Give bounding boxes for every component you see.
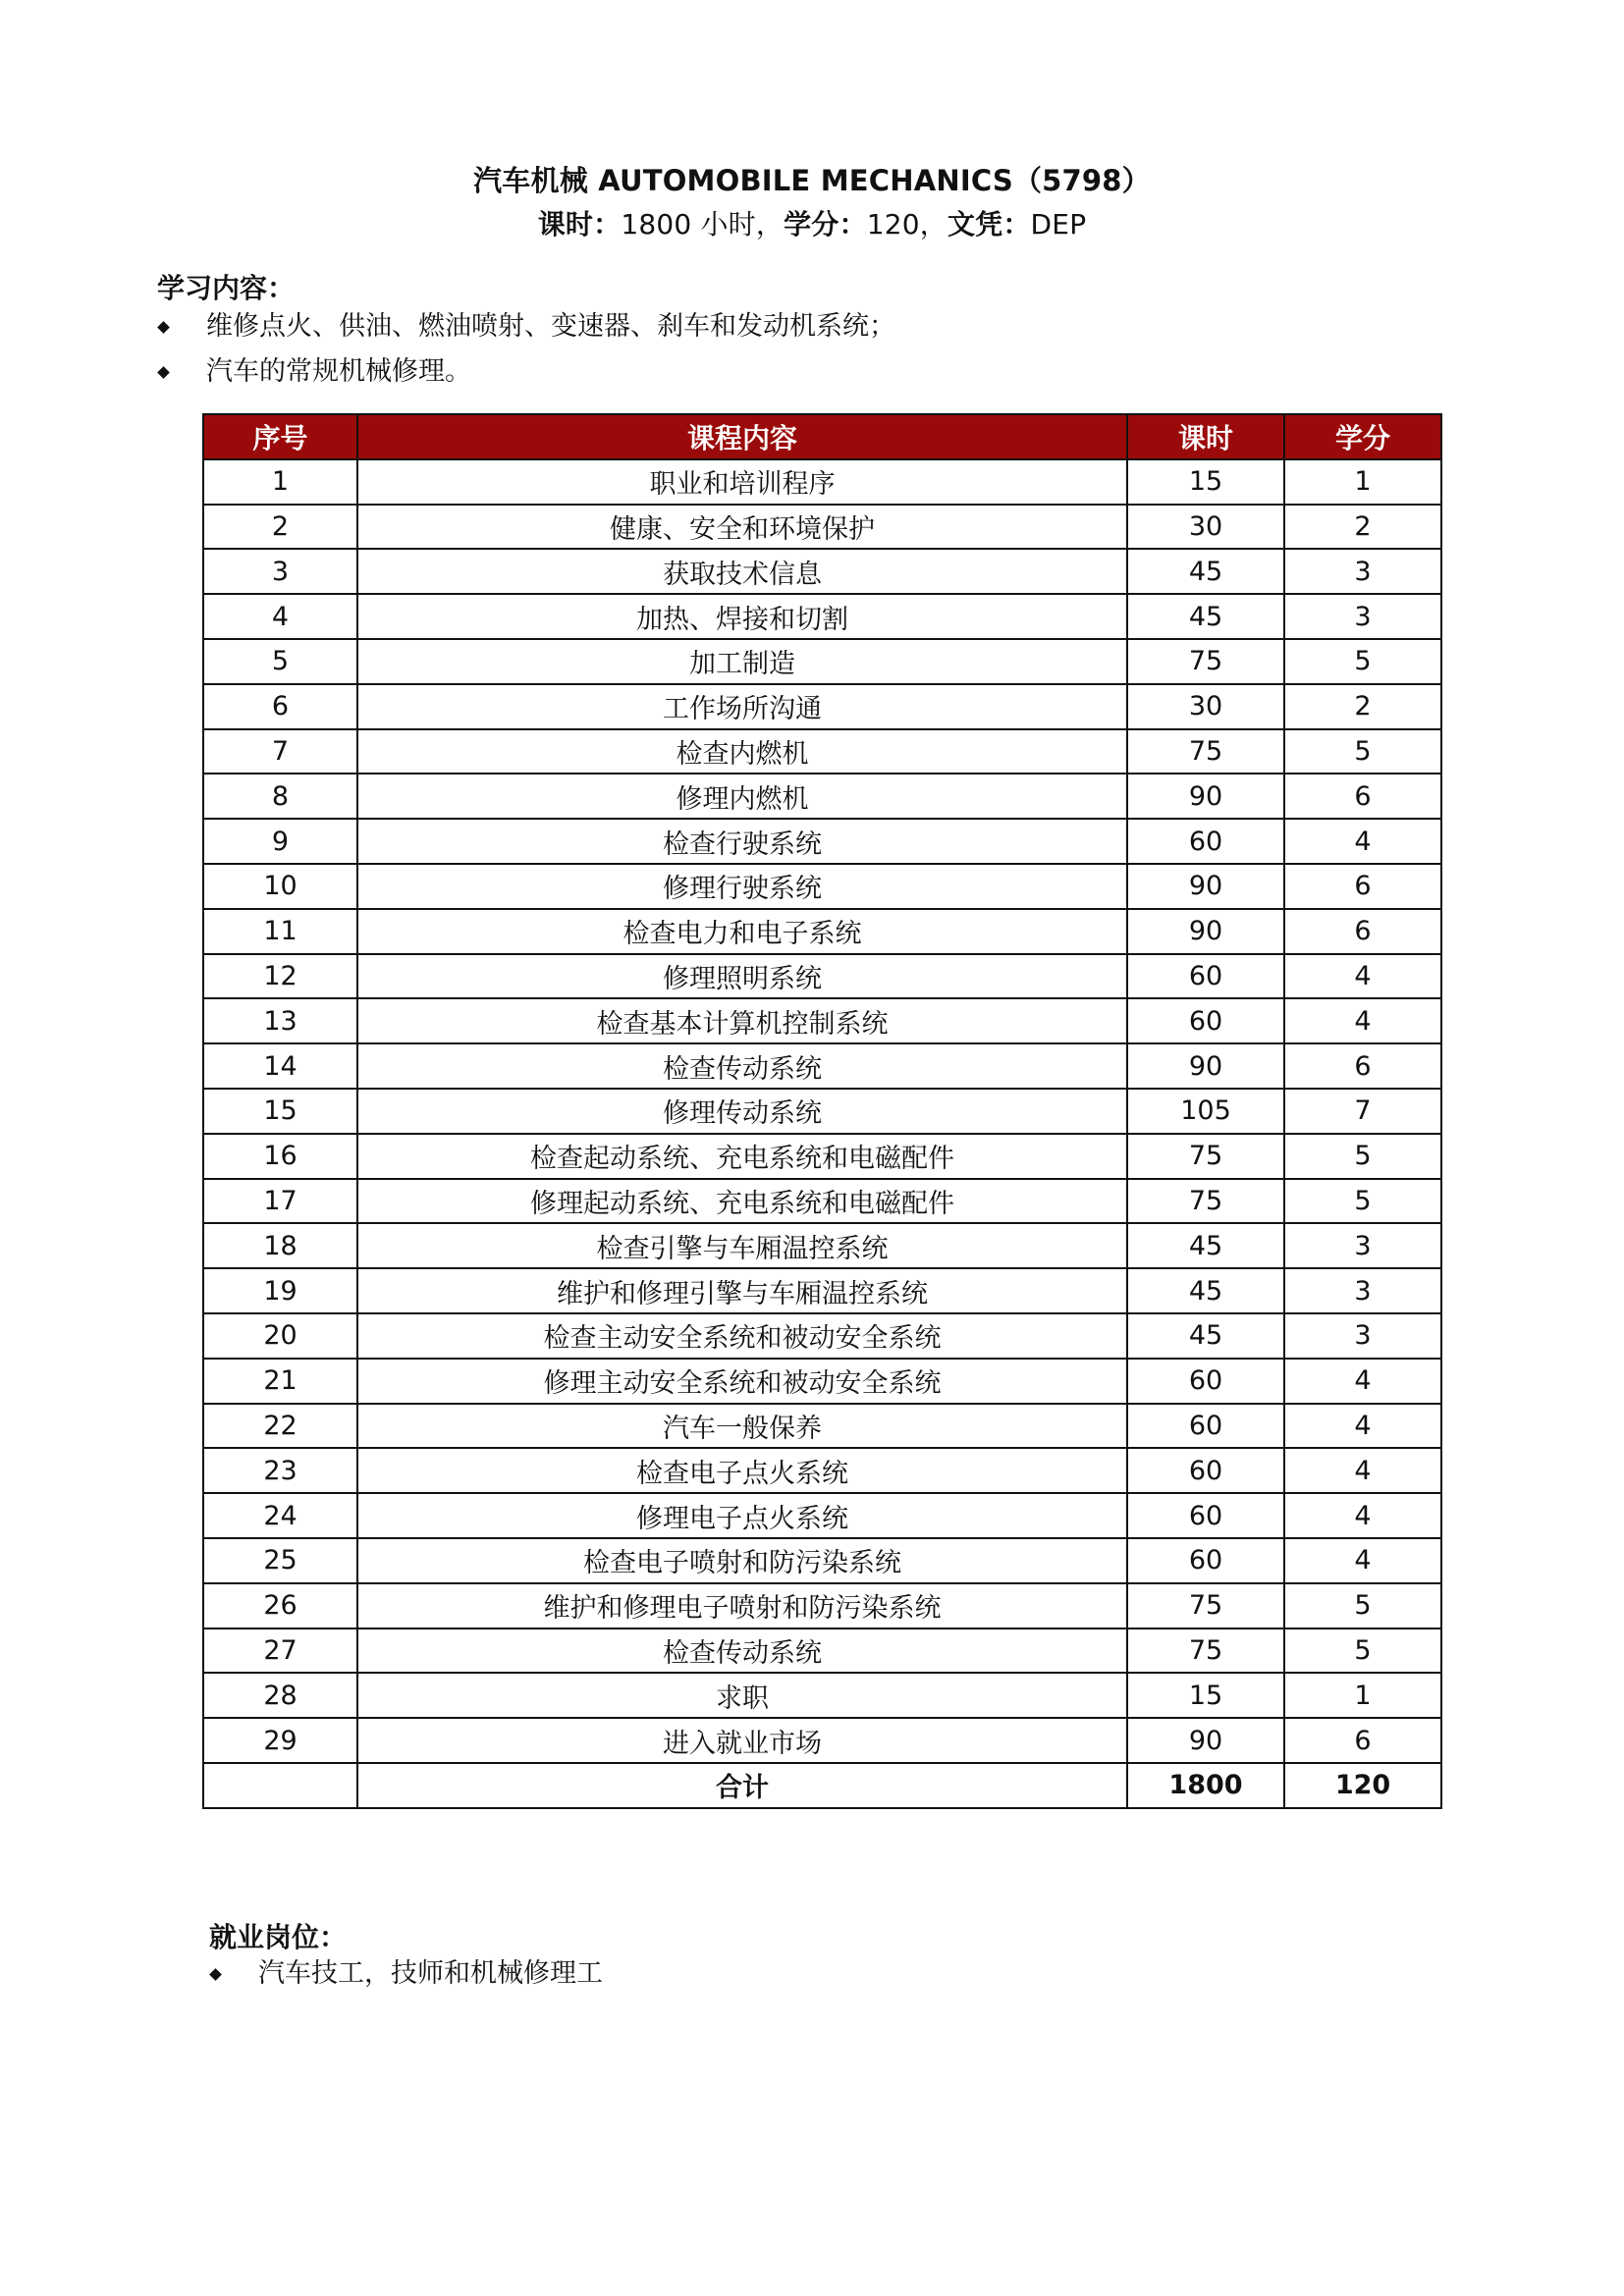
cell-hours: 75 [1127, 1179, 1284, 1224]
cell-course-content: 检查起动系统、充电系统和电磁配件 [357, 1134, 1127, 1179]
cell-course-content: 修理主动安全系统和被动安全系统 [357, 1359, 1127, 1404]
table-row [203, 684, 1441, 729]
header-credits: 学分 [1284, 414, 1441, 459]
cell-credits: 3 [1284, 1313, 1441, 1359]
cell-hours: 45 [1127, 549, 1284, 594]
header-hours: 课时 [1127, 414, 1284, 459]
cell-credits: 1 [1284, 1673, 1441, 1718]
table-row [203, 1493, 1441, 1538]
table-row [203, 774, 1441, 819]
cell-course-content: 检查引擎与车厢温控系统 [357, 1223, 1127, 1268]
cell-course-content: 检查行驶系统 [357, 819, 1127, 864]
learning-item [157, 304, 895, 349]
cell-course-content: 检查电子喷射和防污染系统 [357, 1538, 1127, 1583]
cell-credits: 5 [1284, 1583, 1441, 1629]
cell-index: 7 [203, 729, 357, 774]
cell-index: 25 [203, 1538, 357, 1583]
bullet-diamond-icon [157, 366, 170, 379]
cell-index: 26 [203, 1583, 357, 1629]
table-row [203, 954, 1441, 999]
cell-credits: 6 [1284, 774, 1441, 819]
cell-course-content: 职业和培训程序 [357, 459, 1127, 505]
cell-credits: 6 [1284, 864, 1441, 909]
cell-credits: 6 [1284, 1718, 1441, 1763]
cell-hours: 60 [1127, 1493, 1284, 1538]
learning-item [157, 349, 895, 395]
cell-hours: 75 [1127, 1134, 1284, 1179]
header-course-content: 课程内容 [357, 414, 1127, 459]
cell-index: 3 [203, 549, 357, 594]
table-row [203, 1179, 1441, 1224]
cell-course-content: 检查传动系统 [357, 1043, 1127, 1089]
cell-course-content: 获取技术信息 [357, 549, 1127, 594]
table-body [203, 459, 1441, 1808]
cell-hours: 60 [1127, 1404, 1284, 1449]
table-row [203, 1268, 1441, 1313]
cell-hours: 60 [1127, 954, 1284, 999]
table-row [203, 1359, 1441, 1404]
cell-course-content: 检查内燃机 [357, 729, 1127, 774]
cell-hours: 90 [1127, 1718, 1284, 1763]
cell-course-content: 维护和修理电子喷射和防污染系统 [357, 1583, 1127, 1629]
cell-course-content: 修理行驶系统 [357, 864, 1127, 909]
cell-hours: 30 [1127, 684, 1284, 729]
table-row [203, 864, 1441, 909]
table-row [203, 1223, 1441, 1268]
cell-course-content: 加热、焊接和切割 [357, 594, 1127, 639]
table-row [203, 1538, 1441, 1583]
cell-hours: 105 [1127, 1089, 1284, 1134]
cell-hours: 90 [1127, 1043, 1284, 1089]
total-cell-credits: 120 [1284, 1763, 1441, 1808]
jobs-heading: 就业岗位： [209, 1921, 348, 1953]
table-total-row [203, 1763, 1441, 1808]
learning-item-text: 汽车的常规机械修理。 [206, 356, 471, 387]
cell-hours: 75 [1127, 1629, 1284, 1674]
cell-credits: 4 [1284, 998, 1441, 1043]
jobs-list [209, 1951, 603, 1997]
cell-index: 12 [203, 954, 357, 999]
table-row [203, 819, 1441, 864]
cell-hours: 45 [1127, 1313, 1284, 1359]
table-row [203, 998, 1441, 1043]
cell-course-content: 加工制造 [357, 639, 1127, 684]
cell-index: 23 [203, 1448, 357, 1493]
table-row [203, 1718, 1441, 1763]
cell-index: 10 [203, 864, 357, 909]
cell-course-content: 进入就业市场 [357, 1718, 1127, 1763]
cell-credits: 5 [1284, 729, 1441, 774]
table-row [203, 594, 1441, 639]
cell-credits: 5 [1284, 1629, 1441, 1674]
cell-hours: 45 [1127, 1268, 1284, 1313]
cell-index: 9 [203, 819, 357, 864]
cell-credits: 3 [1284, 594, 1441, 639]
cell-hours: 60 [1127, 998, 1284, 1043]
cell-credits: 2 [1284, 684, 1441, 729]
cell-hours: 75 [1127, 1583, 1284, 1629]
cell-index: 8 [203, 774, 357, 819]
cell-index: 22 [203, 1404, 357, 1449]
cell-credits: 3 [1284, 1268, 1441, 1313]
cell-course-content: 求职 [357, 1673, 1127, 1718]
cell-course-content: 修理电子点火系统 [357, 1493, 1127, 1538]
cell-course-content: 检查主动安全系统和被动安全系统 [357, 1313, 1127, 1359]
cell-hours: 45 [1127, 1223, 1284, 1268]
course-table [202, 413, 1442, 1809]
table-row [203, 729, 1441, 774]
cell-index: 27 [203, 1629, 357, 1674]
cell-hours: 45 [1127, 594, 1284, 639]
cell-hours: 60 [1127, 1448, 1284, 1493]
table-row [203, 1313, 1441, 1359]
table-row [203, 1134, 1441, 1179]
cell-index: 14 [203, 1043, 357, 1089]
cell-credits: 3 [1284, 549, 1441, 594]
cell-credits: 5 [1284, 1134, 1441, 1179]
cell-index: 19 [203, 1268, 357, 1313]
learning-item-text: 维修点火、供油、燃油喷射、变速器、刹车和发动机系统； [206, 311, 895, 342]
cell-course-content: 维护和修理引擎与车厢温控系统 [357, 1268, 1127, 1313]
cell-hours: 30 [1127, 505, 1284, 550]
document-title: 汽车机械 AUTOMOBILE MECHANICS（5798） [473, 164, 1151, 197]
cell-credits: 4 [1284, 819, 1441, 864]
cell-credits: 4 [1284, 1538, 1441, 1583]
cell-credits: 4 [1284, 954, 1441, 999]
cell-course-content: 健康、安全和环境保护 [357, 505, 1127, 550]
qualification-value: DEP [1030, 208, 1087, 240]
cell-hours: 90 [1127, 864, 1284, 909]
cell-course-content: 工作场所沟通 [357, 684, 1127, 729]
total-cell-index [203, 1763, 357, 1808]
cell-course-content: 修理照明系统 [357, 954, 1127, 999]
cell-course-content: 检查电子点火系统 [357, 1448, 1127, 1493]
cell-index: 29 [203, 1718, 357, 1763]
cell-course-content: 检查传动系统 [357, 1629, 1127, 1674]
table-row [203, 1404, 1441, 1449]
cell-index: 13 [203, 998, 357, 1043]
cell-course-content: 修理内燃机 [357, 774, 1127, 819]
table-row [203, 1448, 1441, 1493]
cell-hours: 60 [1127, 819, 1284, 864]
cell-credits: 5 [1284, 1179, 1441, 1224]
cell-course-content: 检查基本计算机控制系统 [357, 998, 1127, 1043]
cell-credits: 2 [1284, 505, 1441, 550]
cell-hours: 75 [1127, 639, 1284, 684]
table-row [203, 1089, 1441, 1134]
table-row [203, 909, 1441, 954]
bullet-diamond-icon [157, 321, 170, 334]
table-header-row [203, 414, 1441, 459]
cell-hours: 90 [1127, 774, 1284, 819]
cell-credits: 3 [1284, 1223, 1441, 1268]
qualification-label: 文凭： [947, 208, 1031, 240]
credits-value: 120， [866, 208, 947, 240]
table-row [203, 549, 1441, 594]
cell-credits: 4 [1284, 1359, 1441, 1404]
cell-index: 24 [203, 1493, 357, 1538]
total-cell-hours: 1800 [1127, 1763, 1284, 1808]
cell-credits: 4 [1284, 1404, 1441, 1449]
cell-hours: 15 [1127, 459, 1284, 505]
learning-list [157, 304, 895, 395]
cell-index: 18 [203, 1223, 357, 1268]
cell-credits: 4 [1284, 1493, 1441, 1538]
bullet-diamond-icon [209, 1968, 222, 1981]
table-row [203, 1583, 1441, 1629]
cell-credits: 4 [1284, 1448, 1441, 1493]
total-cell-course-content: 合计 [357, 1763, 1127, 1808]
cell-hours: 15 [1127, 1673, 1284, 1718]
table-row [203, 1673, 1441, 1718]
cell-course-content: 修理起动系统、充电系统和电磁配件 [357, 1179, 1127, 1224]
cell-credits: 6 [1284, 909, 1441, 954]
credits-label: 学分： [784, 208, 867, 240]
document-subtitle [0, 203, 1624, 242]
cell-course-content: 汽车一般保养 [357, 1404, 1127, 1449]
table-row [203, 505, 1441, 550]
table-row [203, 1043, 1441, 1089]
hours-value: 1800 小时， [621, 208, 785, 240]
cell-hours: 60 [1127, 1359, 1284, 1404]
cell-index: 11 [203, 909, 357, 954]
cell-hours: 75 [1127, 729, 1284, 774]
cell-index: 2 [203, 505, 357, 550]
cell-credits: 7 [1284, 1089, 1441, 1134]
cell-index: 21 [203, 1359, 357, 1404]
cell-index: 4 [203, 594, 357, 639]
learning-heading: 学习内容： [157, 272, 296, 304]
hours-label: 课时： [537, 208, 622, 240]
cell-index: 1 [203, 459, 357, 505]
jobs-item-text: 汽车技工，技师和机械修理工 [258, 1958, 603, 1989]
cell-index: 28 [203, 1673, 357, 1718]
cell-index: 15 [203, 1089, 357, 1134]
table-row [203, 1629, 1441, 1674]
header-index: 序号 [203, 414, 357, 459]
table-row [203, 639, 1441, 684]
cell-index: 20 [203, 1313, 357, 1359]
cell-index: 16 [203, 1134, 357, 1179]
table-row [203, 459, 1441, 505]
cell-credits: 6 [1284, 1043, 1441, 1089]
cell-hours: 60 [1127, 1538, 1284, 1583]
cell-index: 17 [203, 1179, 357, 1224]
cell-credits: 5 [1284, 639, 1441, 684]
cell-index: 6 [203, 684, 357, 729]
cell-course-content: 检查电力和电子系统 [357, 909, 1127, 954]
cell-hours: 90 [1127, 909, 1284, 954]
jobs-item [209, 1951, 603, 1997]
cell-course-content: 修理传动系统 [357, 1089, 1127, 1134]
cell-index: 5 [203, 639, 357, 684]
cell-credits: 1 [1284, 459, 1441, 505]
